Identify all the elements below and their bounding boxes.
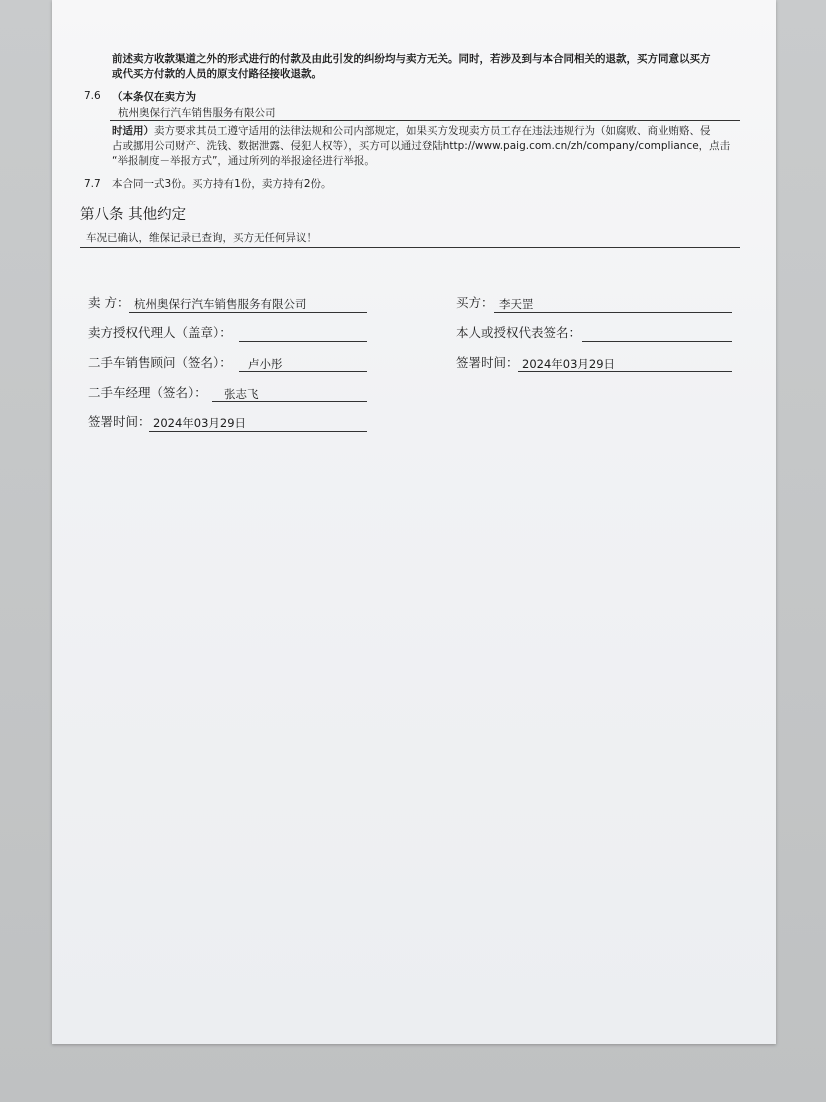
section-8-text: 车况已确认，维保记录已查询，买方无任何异议！ [86, 232, 317, 244]
clause-7-6-text-1: 卖方要求其员工遵守适用的法律法规和公司内部规定，如果买方发现卖方员工存在违法违规行为（如腐败、商业贿赂、侵 [154, 125, 711, 137]
clause-7-6-prefix: （本条仅在卖方为 [112, 91, 196, 103]
buyer-date-value: 2024年03月29日 [522, 357, 616, 371]
advisor-underline [239, 371, 367, 372]
clause-7-7-text: 本合同一式3份。买方持有1份，卖方持有2份。 [112, 178, 332, 190]
seller-underline [129, 312, 367, 313]
manager-underline [212, 401, 367, 402]
buyer-date-underline [518, 371, 732, 372]
clause-7-6-suffix: 时适用） [112, 125, 154, 137]
clause-7-6-line-3: “举报制度－举报方式”，通过所列的举报途径进行举报。 [112, 155, 375, 167]
buyer-underline [494, 312, 732, 313]
contract-page [52, 0, 776, 1044]
section-8-title: 第八条 其他约定 [80, 207, 187, 223]
manager-value: 张志飞 [224, 387, 259, 401]
buyer-rep-underline [582, 341, 732, 342]
buyer-label: 买方： [456, 295, 494, 310]
seller-date-label: 签署时间： [88, 414, 151, 429]
intro-line-1: 前述卖方收款渠道之外的形式进行的付款及由此引发的纠纷均与卖方无关。同时，若涉及到与本合同相关的退款，买方同意以买方 [112, 53, 711, 65]
clause-7-6-number: 7.6 [84, 90, 101, 102]
manager-label: 二手车经理（签名）： [88, 385, 207, 400]
buyer-value: 李天罡 [499, 297, 534, 311]
buyer-rep-label: 本人或授权代表签名： [456, 325, 582, 340]
seller-label: 卖 方： [88, 295, 130, 310]
seller-agent-label: 卖方授权代理人（盖章）： [88, 325, 232, 340]
section-8-underline [80, 247, 740, 248]
clause-7-6-company: 杭州奥保行汽车销售服务有限公司 [118, 107, 276, 119]
seller-date-underline [149, 431, 367, 432]
buyer-date-label: 签署时间： [456, 355, 519, 370]
seller-date-value: 2024年03月29日 [153, 416, 247, 430]
clause-7-6-line-1 [112, 125, 711, 138]
clause-7-7-number: 7.7 [84, 178, 101, 190]
advisor-label: 二手车销售顾问（签名）： [88, 355, 232, 370]
clause-7-6-company-underline [110, 120, 740, 121]
seller-value: 杭州奥保行汽车销售服务有限公司 [134, 297, 307, 311]
advisor-value: 卢小彤 [248, 357, 283, 371]
clause-7-6-line-2: 占或挪用公司财产、洗钱、数据泄露、侵犯人权等），买方可以通过登陆http://www.paig.com.cn/zh/company/compliance，点击 [112, 140, 731, 152]
intro-line-2: 或代买方付款的人员的原支付路径接收退款。 [112, 68, 322, 80]
seller-agent-underline [239, 341, 367, 342]
